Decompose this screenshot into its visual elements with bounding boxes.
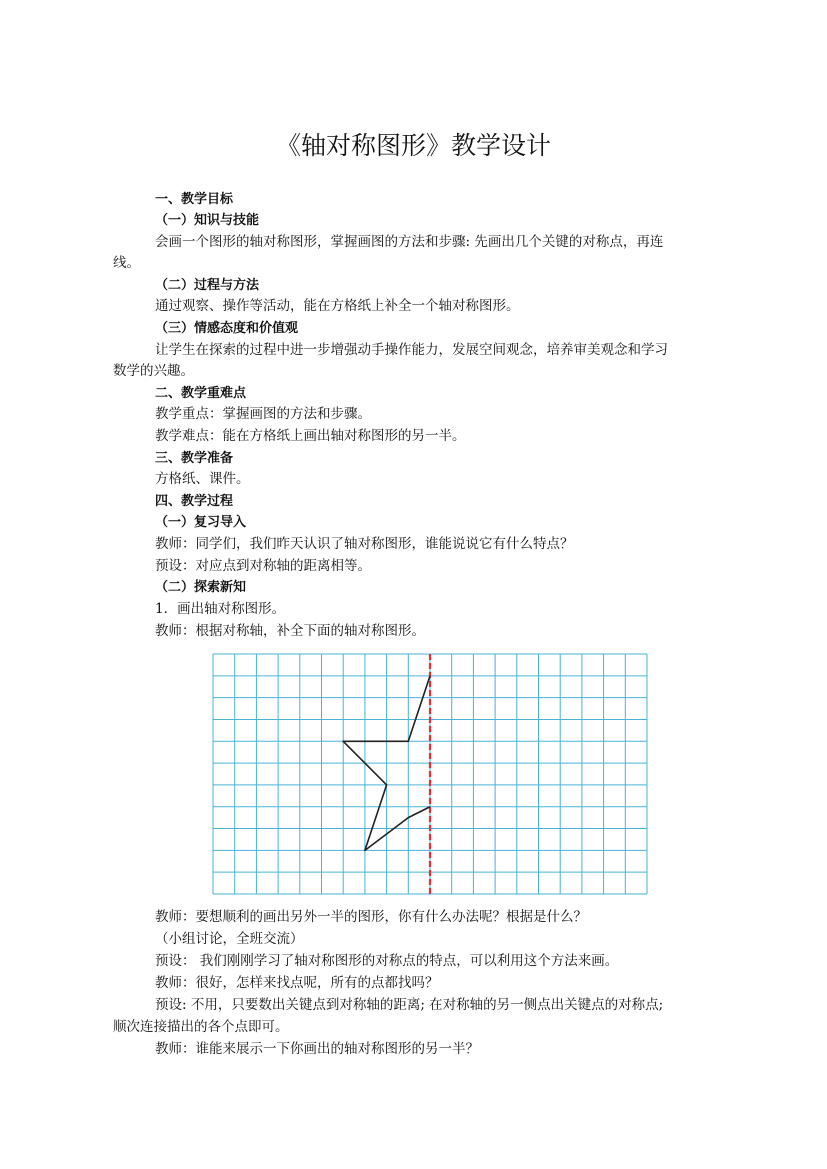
paragraph-knowledge-line2: 线。: [113, 255, 140, 271]
paragraph-difficult-point: 教学难点：能在方格纸上画出轴对称图形的另一半。: [155, 428, 466, 444]
paragraph-group-discussion: （小组讨论，全班交流）: [155, 931, 304, 947]
paragraph-teacher-question-1: 教师：同学们，我们昨天认识了轴对称图形，谁能说说它有什么特点？: [155, 536, 574, 552]
paragraph-attitude-line2: 数学的兴趣。: [113, 363, 194, 379]
paragraph-attitude-line1: 让学生在探索的过程中进一步增强动手操作能力，发展空间观念，培养审美观念和学习: [155, 342, 668, 358]
heading-preparation: 三、教学准备: [155, 451, 234, 466]
paragraph-preparation: 方格纸、课件。: [155, 471, 250, 487]
subheading-explore: （二）探索新知: [155, 580, 247, 595]
heading-key-points: 二、教学重难点: [155, 386, 247, 401]
subheading-attitude-values: （三）情感态度和价值观: [155, 321, 299, 336]
subheading-process-method: （二）过程与方法: [155, 278, 260, 293]
paragraph-step-1: 1．画出轴对称图形。: [155, 601, 286, 617]
page-title: 《轴对称图形》教学设计: [275, 131, 551, 160]
grid-figure: [212, 653, 648, 895]
paragraph-teacher-question-4: 教师：谁能来展示一下你画出的轴对称图形的另一半？: [155, 1041, 479, 1057]
paragraph-key-point: 教学重点：掌握画图的方法和步骤。: [155, 406, 371, 422]
heading-teaching-process: 四、教学过程: [155, 494, 234, 509]
paragraph-teacher-question-3: 教师：很好，怎样来找点呢，所有的点都找吗？: [155, 975, 439, 991]
paragraph-expected-answer-3-line1: 预设: 不用，只要数出关键点到对称轴的距离; 在对称轴的另一侧点出关键点的对称点;: [155, 997, 664, 1013]
subheading-review: （一）复习导入: [155, 515, 247, 530]
paragraph-process: 通过观察、操作等活动，能在方格纸上补全一个轴对称图形。: [155, 298, 520, 314]
heading-teaching-goals: 一、教学目标: [155, 192, 234, 207]
paragraph-expected-answer-2: 预设： 我们刚刚学习了轴对称图形的对称点的特点，可以利用这个方法来画。: [155, 953, 619, 969]
paragraph-teacher-instruction: 教师：根据对称轴，补全下面的轴对称图形。: [155, 623, 425, 639]
paragraph-knowledge-line1: 会画一个图形的轴对称图形，掌握画图的方法和步骤: 先画出几个关键的对称点，再连: [155, 234, 664, 250]
paragraph-expected-answer-3-line2: 顺次连接描出的各个点即可。: [113, 1019, 289, 1035]
paragraph-expected-answer-1: 预设：对应点到对称轴的距离相等。: [155, 558, 371, 574]
subheading-knowledge-skills: （一）知识与技能: [155, 213, 260, 228]
paragraph-teacher-question-2: 教师：要想顺利的画出另外一半的图形，你有什么办法呢？根据是什么？: [155, 909, 587, 925]
